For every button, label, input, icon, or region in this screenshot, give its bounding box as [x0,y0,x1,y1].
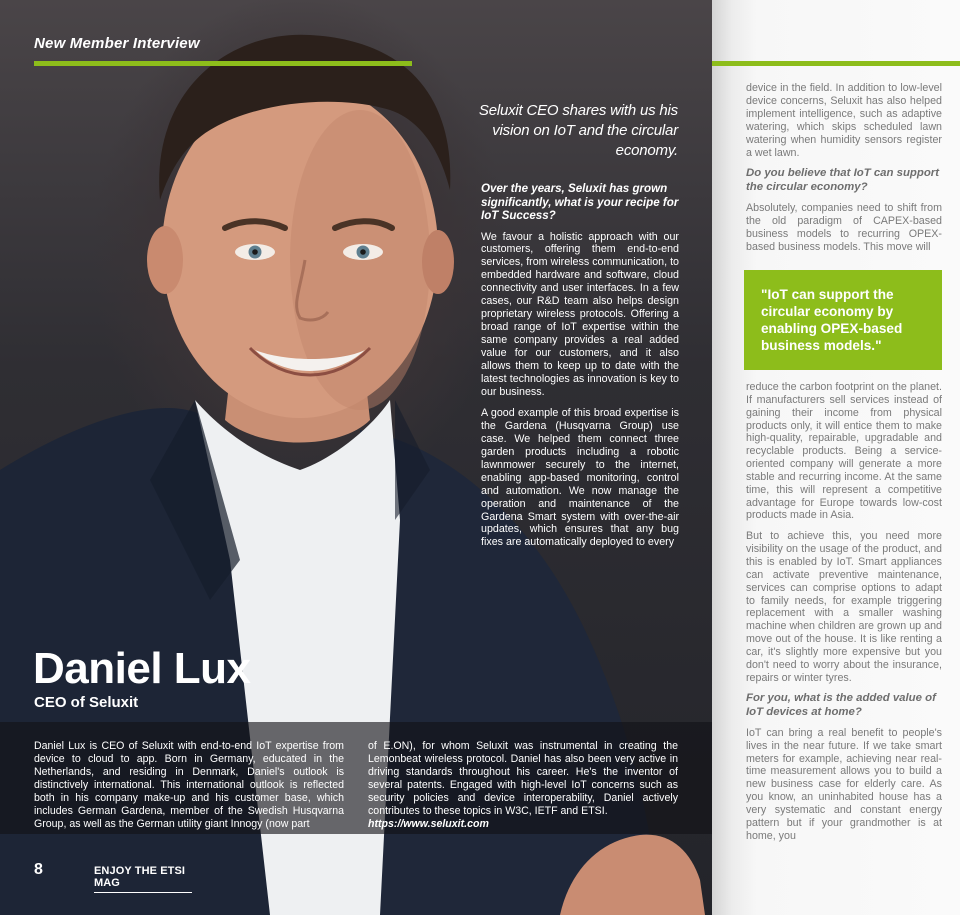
paragraph: A good example of this broad expertise is the Gardena (Husqvarna Group) use case. We helped them connect three garden products including a robotic lawnmower securely to the internet, enabling app-based monitoring, control and automation. We now manage the operation and maintenance of the Gardena Smart system with over-the-air updates, which ensures that any bug fixes are automatically deployed to every [481,406,679,549]
paragraph: We favour a holistic approach with our customers, offering them end-to-end services, from wireless communication, to embedded hardware and software, cloud connectivity and user interfaces. In a few cases, our R&D team also helps design proprietary wireless protocols. Offering a broad range of IoT expertise within the same company provides a real added value for our customers, and it also allows them to keep up to date with the latest technologies as innovation is key to our business. [481,230,679,398]
paragraph: IoT can bring a real benefit to people's lives in the near future. If we take smart meters for example, achieving near real-time measurement allows you to build a new business case for elderly care. As you know, an uninhabited house has a very systematic and constant energy pattern but if your grandmother is at home, you [746,726,942,842]
question-heading: Over the years, Seluxit has grown significantly, what is your recipe for IoT Success? [481,182,679,222]
ear-left [147,226,183,294]
section-kicker: New Member Interview [34,35,200,52]
question-heading: For you, what is the added value of IoT devices at home? [746,692,936,718]
paragraph: reduce the carbon footprint on the planet. If manufacturers sell services instead of gaining their income from physical products only, it will entice them to make high-quality, repairable, upgradable and recyclable products. Being a service-oriented company will generate a more stable and recurring income. At the same time, this will represent a competitive advantage for Europe towards low-cost products made in Asia. [746,381,942,522]
paragraph: But to achieve this, you need more visibility on the usage of the product, and this is enabled by IoT. Smart appliances can activate preventive maintenance, services can comprise options to adapt to family needs, for example triggering replacement with a smaller washing machine when children are grown up and move out of the house. It is like renting a car, it's slightly more expensive but you don't need to worry about the insurance, repairs or winter tyres. [746,530,942,684]
interview-column-right-top [746,82,942,261]
page-number: 8 [34,861,43,878]
profile-name: Daniel Lux [33,644,251,693]
bio-text: of E.ON), for whom Seluxit was instrumental in creating the Lemonbeat wireless protocol. Daniel has also been very active in driving standards throughout his career. He's the inventor of several patents. Engaged with high-level IoT concerns such as security policies and device interoperability, Daniel actively contributes to these topics in W3C, IETF and ETSI. [368,740,678,817]
interview-column-right-bottom [746,381,942,850]
ear-right [422,230,454,294]
question-heading: Do you believe that IoT can support the circular economy? [746,167,940,193]
website-link[interactable]: https://www.seluxit.com [368,818,489,830]
pull-quote: "IoT can support the circular economy by enabling OPEX-based business models." [761,287,903,353]
accent-rule [34,61,412,66]
bio-column-1: Daniel Lux is CEO of Seluxit with end-to-end IoT expertise from device to cloud to app. Born in Germany, educated in the Netherlands, and residing in Denmark, Daniel's outlook is distinctively international. This international outlook is reflected both in his company make-up and his customer base, which includes German Gardena, member of the Swedish Husqvarna Group, as well as the German utility giant Innogy (now part [34,740,344,830]
magazine-name: ENJOY THE ETSI MAG [94,865,192,893]
bio-column-2 [368,740,678,831]
paragraph: Absolutely, companies need to shift from the old paradigm of CAPEX-based business models to recurring OPEX-based business models. This move will [746,201,942,253]
profile-role: CEO of Seluxit [34,694,139,711]
paragraph: device in the field. In addition to low-level device concerns, Seluxit has also helped implement intelligence, such as adaptive watering, which skips scheduled lawn watering when humidity sensors register a wet lawn. [746,82,942,159]
pull-quote-box [744,270,942,370]
accent-rule-right [712,61,960,66]
interview-column-middle [481,182,679,557]
intro-standfirst: Seluxit CEO shares with us his vision on IoT and the circular economy. [478,102,678,159]
